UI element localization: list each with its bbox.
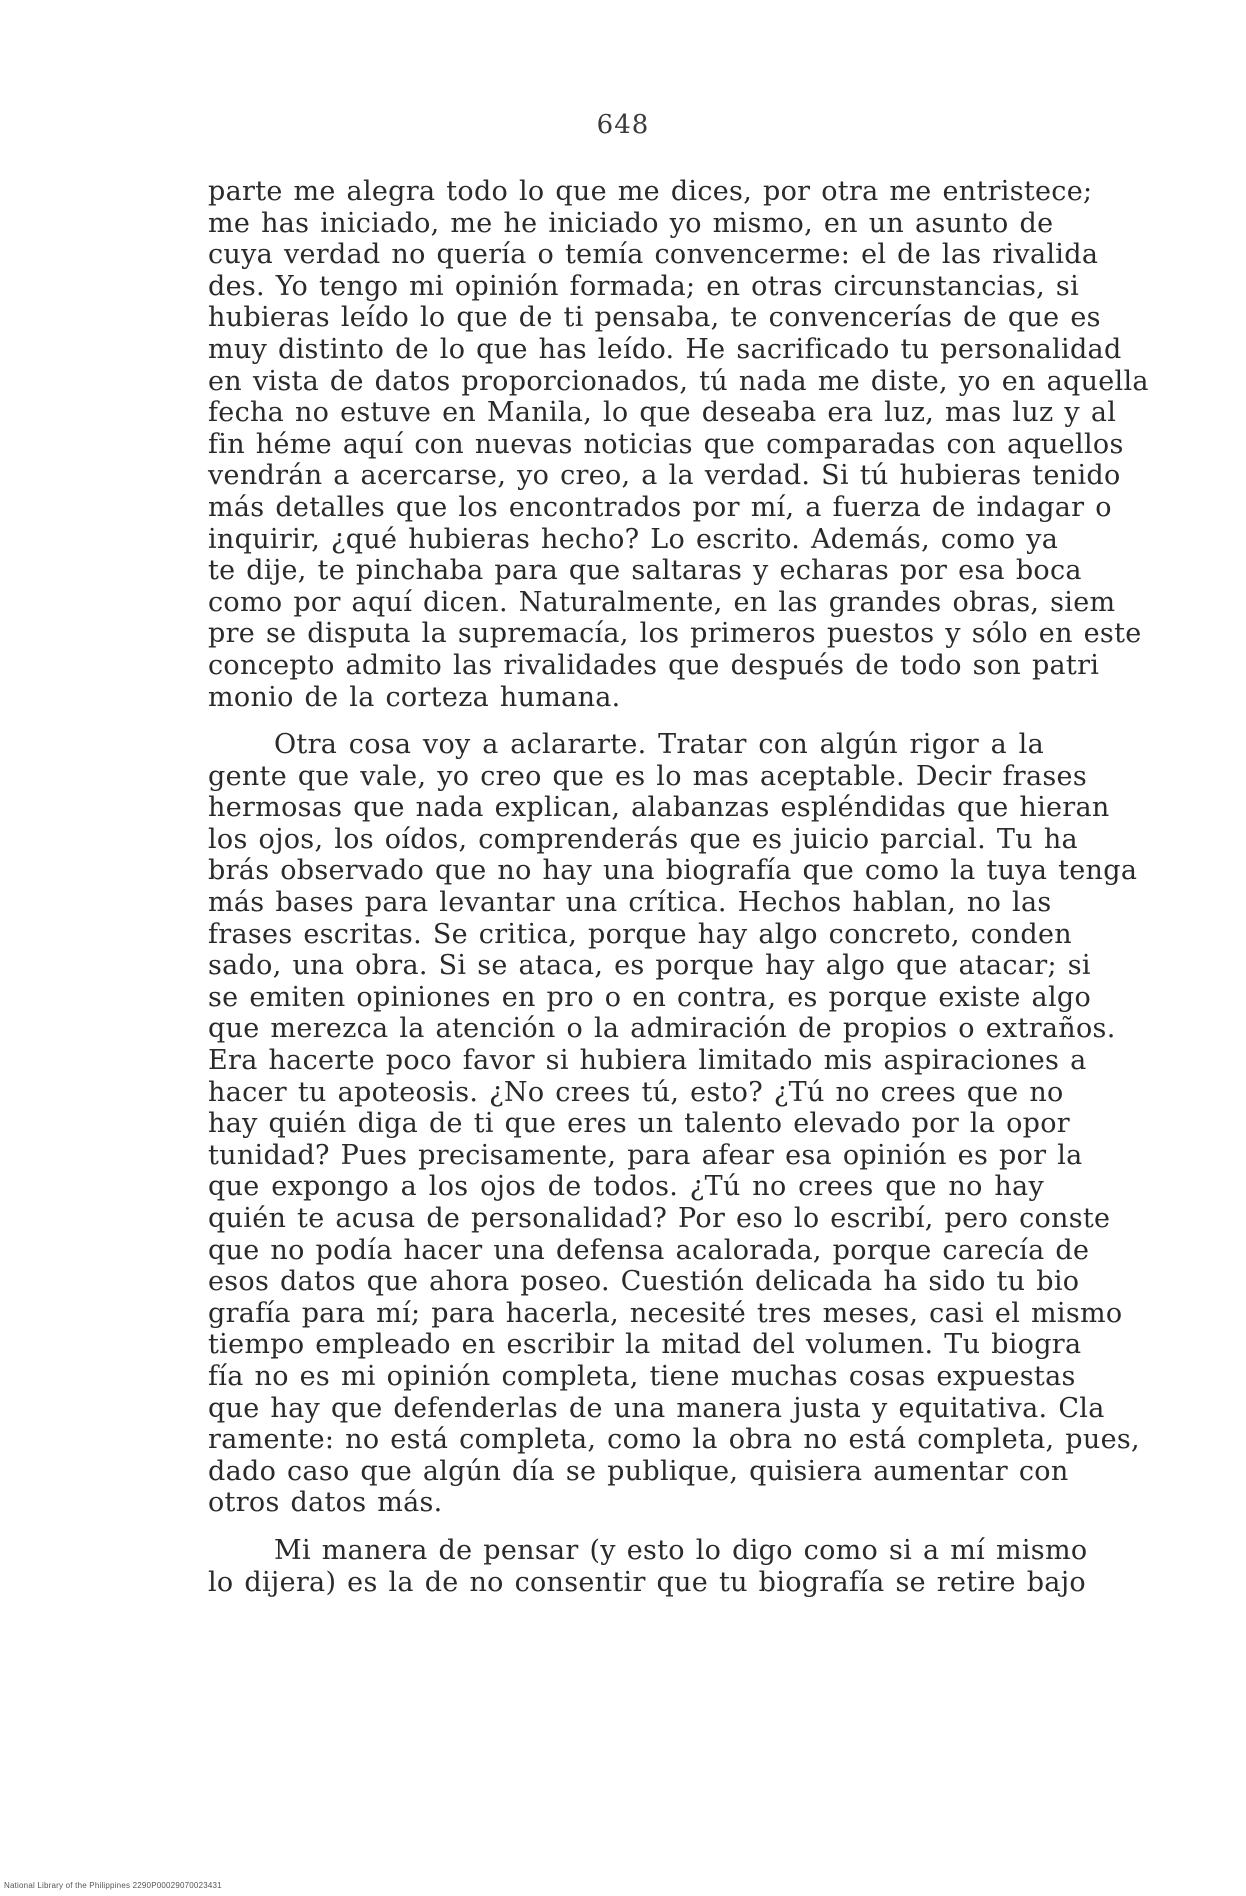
text-line: cuya verdad no quería o temía convencerme: el de las rivalida [208, 239, 1099, 271]
text-line: grafía para mí; para hacerla, necesité tres meses, casi el mismo [208, 1297, 1123, 1329]
text-line: hermosas que nada explican, alabanzas espléndidas que hieran [208, 792, 1110, 824]
text-line: ramente: no está completa, como la obra no está completa, pues, [208, 1424, 1140, 1456]
body-text [208, 176, 1149, 1598]
text-line: brás observado que no hay una biografía que como la tuya tenga [208, 855, 1138, 887]
text-line: más detalles que los encontrados por mí, a fuerza de indagar o [208, 491, 1112, 523]
page-number: 648 [596, 110, 650, 140]
paragraph-gap [208, 713, 1044, 729]
paragraph-1 [208, 176, 1149, 713]
text-line: hubieras leído lo que de ti pensaba, te convencerías de que es [208, 302, 1101, 334]
text-line: pre se disputa la supremacía, los primeros puestos y sólo en este [208, 618, 1142, 650]
text-line: que expongo a los ojos de todos. ¿Tú no crees que no hay [208, 1171, 1044, 1203]
text-line: que no podía hacer una defensa acalorada, porque carecía de [208, 1234, 1090, 1266]
text-line: fía no es mi opinión completa, tiene muchas cosas expuestas [208, 1360, 1076, 1392]
text-line: en vista de datos proporcionados, tú nada me diste, yo en aquella [208, 365, 1149, 397]
text-line: des. Yo tengo mi opinión formada; en otras circunstancias, si [208, 270, 1080, 302]
text-line: fin héme aquí con nuevas noticias que comparadas con aquellos [208, 428, 1124, 460]
scan-footer-caption: National Library of the Philippines 2290P00029070023431 [4, 1881, 222, 1890]
text-line: como por aquí dicen. Naturalmente, en las grandes obras, siem [208, 586, 1116, 618]
text-line: muy distinto de lo que has leído. He sacrificado tu personalidad [208, 333, 1122, 365]
text-line: lo dijera) es la de no consentir que tu biografía se retire bajo [208, 1566, 1086, 1598]
text-line: Era hacerte poco favor si hubiera limitado mis aspiraciones a [208, 1045, 1087, 1077]
paragraph-3 [208, 1534, 1088, 1598]
text-line: hacer tu apoteosis. ¿No crees tú, esto? ¿Tú no crees que no [208, 1076, 1064, 1108]
paragraph-2 [208, 729, 1140, 1519]
text-line: que merezca la atención o la admiración de propios o extraños. [208, 1013, 1116, 1045]
text-line: concepto admito las rivalidades que después de todo son patri [208, 649, 1100, 681]
text-line: tunidad? Pues precisamente, para afear esa opinión es por la [208, 1139, 1083, 1171]
text-line: fecha no estuve en Manila, lo que deseaba era luz, mas luz y al [208, 397, 1117, 429]
paragraph-gap [208, 1519, 1044, 1535]
text-line: vendrán a acercarse, yo creo, a la verdad. Si tú hubieras tenido [208, 460, 1121, 492]
text-line: sado, una obra. Si se ataca, es porque hay algo que atacar; si [208, 950, 1091, 982]
text-line: Otra cosa voy a aclararte. Tratar con algún rigor a la [274, 729, 1044, 761]
text-line: monio de la corteza humana. [208, 681, 621, 713]
text-line: quién te acusa de personalidad? Por eso lo escribí, pero conste [208, 1203, 1111, 1234]
text-line: se emiten opiniones en pro o en contra, es porque existe algo [208, 981, 1092, 1013]
text-line: que hay que defenderlas de una manera justa y equitativa. Cla [208, 1392, 1105, 1424]
text-line: te dije, te pinchaba para que saltaras y echaras por esa boca [208, 555, 1082, 587]
text-line: parte me alegra todo lo que me dices, por otra me entristece; [208, 176, 1093, 207]
text-line: gente que vale, yo creo que es lo mas aceptable. Decir frases [208, 760, 1087, 792]
text-line: tiempo empleado en escribir la mitad del volumen. Tu biogra [208, 1329, 1082, 1361]
text-line: hay quién diga de ti que eres un talento elevado por la opor [208, 1108, 1071, 1140]
text-line: inquirir, ¿qué hubieras hecho? Lo escrito. Además, como ya [208, 523, 1059, 555]
text-line: más bases para levantar una crítica. Hechos hablan, no las [208, 887, 1052, 919]
text-line: dado caso que algún día se publique, quisiera aumentar con [208, 1455, 1069, 1487]
text-line: esos datos que ahora poseo. Cuestión delicada ha sido tu bio [208, 1266, 1080, 1298]
text-line: los ojos, los oídos, comprenderás que es juicio parcial. Tu ha [208, 823, 1078, 855]
text-line: me has iniciado, me he iniciado yo mismo, en un asunto de [208, 207, 1054, 239]
text-line: Mi manera de pensar (y esto lo digo como si a mí mismo [274, 1534, 1088, 1566]
text-line: otros datos más. [208, 1487, 443, 1519]
text-line: frases escritas. Se critica, porque hay algo concreto, conden [208, 918, 1072, 950]
